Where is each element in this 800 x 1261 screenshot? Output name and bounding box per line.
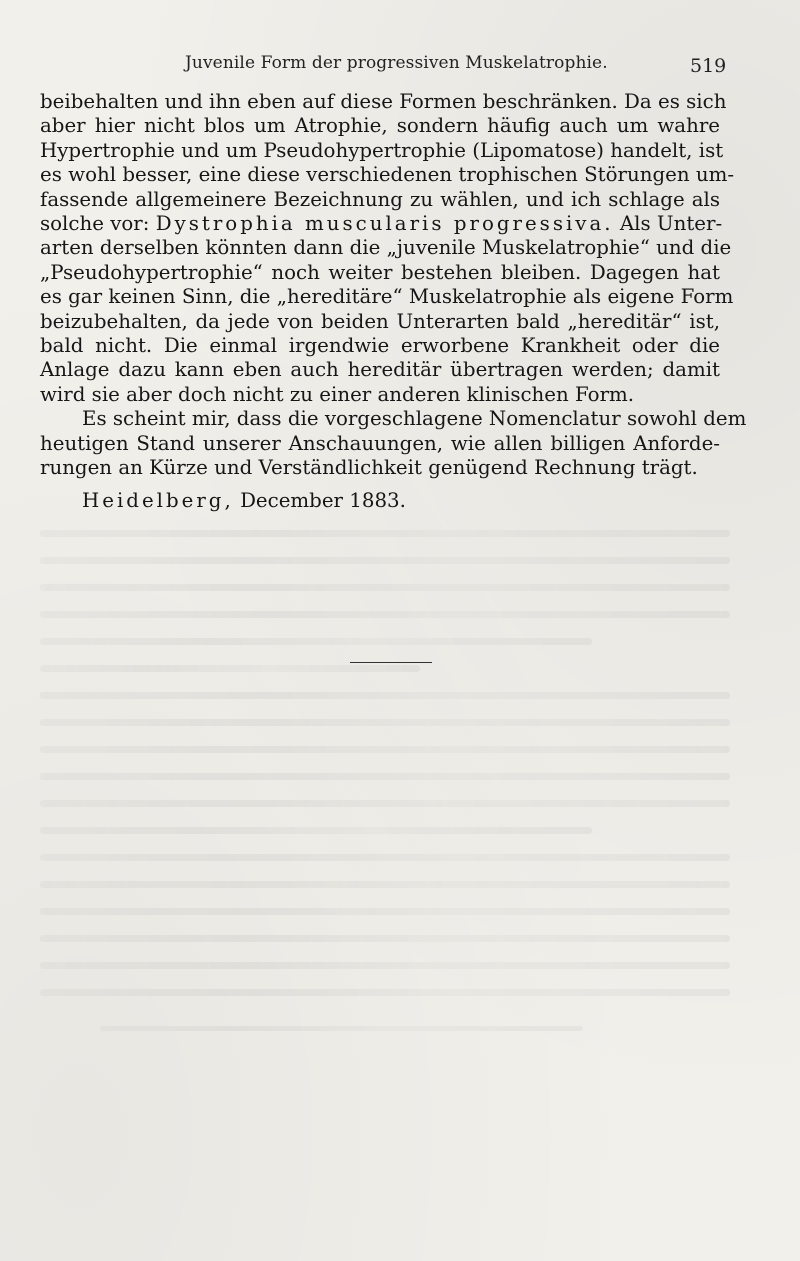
text-line-proposal bbox=[40, 212, 723, 236]
text-line: rungen an Kürze und Verständlichkeit genügend Rechnung trägt. bbox=[40, 456, 698, 480]
signature-line bbox=[40, 489, 720, 513]
bleed-through-texture bbox=[40, 530, 730, 1130]
text-line: bald nicht. Die einmal irgendwie erworbene Krankheit oder die bbox=[40, 334, 720, 358]
signature-date: December 1883. bbox=[240, 488, 406, 512]
text-line: „Pseudohypertrophie“ noch weiter bestehen bleiben. Dagegen hat bbox=[40, 260, 720, 284]
page-number: 519 bbox=[690, 55, 727, 77]
text-line: es gar keinen Sinn, die „hereditäre“ Muskelatrophie als eigene Form bbox=[40, 285, 734, 309]
body-text bbox=[40, 90, 747, 513]
text-line: fassende allgemeinere Bezeichnung zu wählen, und ich schlage als bbox=[40, 187, 720, 211]
text-line-suffix: Als Unter- bbox=[619, 212, 723, 236]
text-line: Es scheint mir, dass die vorgeschlagene Nomenclatur sowohl dem bbox=[82, 407, 747, 431]
text-line: Hypertrophie und um Pseudohypertrophie (Lipomatose) handelt, ist bbox=[40, 138, 724, 162]
running-head: Juvenile Form der progressiven Muskelatrophie. bbox=[185, 53, 608, 73]
signature-place: Heidelberg, bbox=[82, 488, 234, 512]
text-line: heutigen Stand unserer Anschauungen, wie allen billigen Anforde- bbox=[40, 431, 720, 455]
text-line: arten derselben könnten dann die „juvenile Muskelatrophie“ und die bbox=[40, 236, 732, 260]
text-line: wird sie aber doch nicht zu einer anderen klinischen Form. bbox=[40, 382, 635, 406]
text-line-prefix: solche vor: bbox=[40, 212, 150, 236]
proposed-term: Dystrophia muscularis progressiva. bbox=[155, 212, 614, 236]
text-line: aber hier nicht blos um Atrophie, sondern häufig auch um wahre bbox=[40, 114, 720, 138]
text-line: beibehalten und ihn eben auf diese Formen beschränken. Da es sich bbox=[40, 90, 727, 113]
page-header bbox=[40, 53, 740, 79]
text-line: Anlage dazu kann eben auch hereditär übertragen werden; damit bbox=[40, 358, 720, 382]
text-line: beizubehalten, da jede von beiden Unterarten bald „hereditär“ ist, bbox=[40, 309, 720, 333]
text-line: es wohl besser, eine diese verschiedenen trophischen Störungen um- bbox=[40, 163, 735, 187]
